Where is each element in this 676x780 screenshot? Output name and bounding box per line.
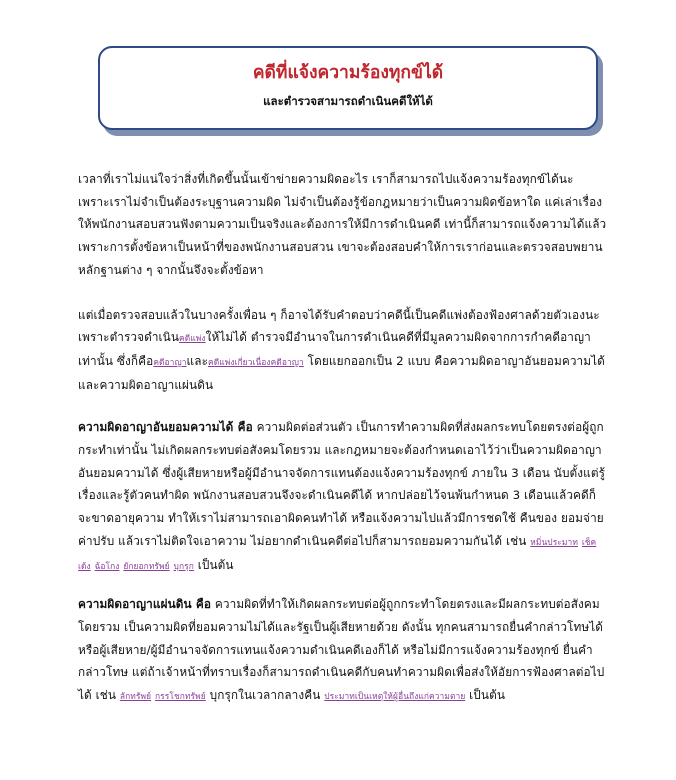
intro-paragraph: เวลาที่เราไม่แน่ใจว่าสิ่งที่เกิดขึ้นนั้นเข้าข่ายความผิดอะไร เราก็สามารถไปแจ้งความร้องทุกข์ได้นะ เพราะเราไม่จำเป็นต้องระบุฐานความผิด ไม่จำเป็นต้องรู้ข้อกฎหมายว่าเป็นความผิดข้อหาใด แค่เล่าเรื่องให้พนักงานสอบสวนฟังตามความเป็นจริงและต้องการให้มีการดำเนินคดี เท่านี้ก็สามารถแจ้งความได้แล้ว เพราะการตั้งข้อหาเป็นหน้าที่ของพนักงานสอบสวน เขาจะต้องสอบคำให้การเราก่อนและตรวจสอบพยานหลักฐานต่าง ๆ จากนั้นจึงจะตั้งข้อหา xyxy=(78,172,607,277)
compoundable-offense-heading: ความผิดอาญาอันยอมความได้ คือ xyxy=(78,420,253,435)
header-box xyxy=(98,46,598,130)
link-embezzlement[interactable]: ยักยอกทรัพย์ xyxy=(123,560,170,571)
paragraph-text: แต่เมื่อตรวจสอบแล้วในบางครั้งเพื่อน ๆ ก็อาจได้รับคำตอบว่าคดีนี้เป็นคดีแพ่งต้องฟ้องศาลด้วยตัวเองนะ เพราะตำรวจดำเนิน xyxy=(78,307,600,345)
civil-criminal-paragraph xyxy=(78,304,608,397)
compoundable-offense-paragraph xyxy=(78,416,608,577)
link-civil-case[interactable]: คดีแพ่ง xyxy=(179,333,206,344)
link-fraud[interactable]: ฉ้อโกง xyxy=(94,560,120,571)
link-theft[interactable]: ลักทรัพย์ xyxy=(119,691,152,702)
page-title: คดีที่แจ้งความร้องทุกข์ได้ xyxy=(252,63,444,83)
paragraph-text: เป็นต้น xyxy=(193,557,234,572)
link-bounced-cheque[interactable]: เช็คเด้ง xyxy=(78,536,597,571)
paragraph-text: บุกรุกในเวลากลางคืน xyxy=(205,688,325,703)
paragraph-text: ให้ไม่ได้ ตำรวจมีอำนาจในการดำเนินคดีที่มีมูลความผิดจากการกำคดีอาญาเท่านั้น ซึ่งก็คือ xyxy=(78,330,591,368)
paragraph-text: และ xyxy=(186,353,208,368)
article-body xyxy=(78,168,608,727)
paragraph-text: ความผิดต่อส่วนตัว เป็นการทำความผิดที่ส่งผลกระทบโดยตรงต่อผู้ถูกกระทำเท่านั้น ไม่เกิดผลกระทบต่อสังคมโดยรวม และกฎหมายจะต้องกำหนดเอาไว้ว่าเป็นความผิดอาญาอันยอมความได้ ซึ่งผู้เสียหายหรือผู้มีอำนาจจัดการแทนต้องแจ้งความร้องทุกข์ ภายใน 3 เดือน นับตั้งแต่รู้เรื่องและรู้ตัวคนทำผิด พนักงานสอบสวนจึงจะดำเนินคดีได้ หากปล่อยไว้จนพ้นกำหนด 3 เดือนแล้วคดีก็จะขาดอายุความ ทำให้เราไม่สามารถเอาผิดคนทำได้ หรือแจ้งความไปแล้วมีการชดใช้ คืนของ ยอมจ่ายค่าปรับ แล้วเราไม่ติดใจเอาความ ไม่อยากดำเนินคดีต่อไปก็สามารถยอมความกันได้ เช่น xyxy=(78,420,606,548)
paragraph-text: โดยแยกออกเป็น 2 แบบ คือความผิดอาญาอันยอมความได้ และความผิดอาญาแผ่นดิน xyxy=(78,353,605,392)
page-subtitle: และตำรวจสามารถดำเนินคดีให้ได้ xyxy=(263,94,433,108)
paragraph-text: ความผิดที่ทำให้เกิดผลกระทบต่อผู้ถูกกระทำโดยตรงและมีผลกระทบต่อสังคมโดยรวม เป็นความผิดที่ยอมความไม่ได้และรัฐเป็นผู้เสียหายด้วย ดังนั้น ทุกคนสามารถยื่นคำกล่าวโทษได้ หรือผู้เสียหาย/ผู้มีอำนาจจัดการแทนแจ้งความดำเนินคดีเองก็ได้ หรือไม่มีการแจ้งความร้องทุกข์ ยื่นคำกล่าวโทษ แต่ถ้าเจ้าหน้าที่ทราบเรื่องก็สามารถดำเนินคดีกับคนทำความผิดเพื่อส่งให้อัยการฟ้องศาลต่อไปได้ เช่น xyxy=(78,597,605,703)
paragraph-text: เป็นต้น xyxy=(465,688,505,703)
link-criminal-case[interactable]: คดีอาญา xyxy=(153,356,187,367)
link-negligent-death[interactable]: ประมาทเป็นเหตุให้ผู้อื่นถึงแก่ความตาย xyxy=(324,691,466,702)
link-extortion[interactable]: กรรโชกทรัพย์ xyxy=(155,691,206,702)
link-trespass[interactable]: บุกรุก xyxy=(173,560,194,571)
link-related-civil-case[interactable]: คดีแพ่งเกี่ยวเนื่องคดีอาญา xyxy=(208,356,304,367)
link-defamation[interactable]: หมิ่นประมาท xyxy=(530,536,578,547)
public-offense-paragraph xyxy=(78,593,608,708)
public-offense-heading: ความผิดอาญาแผ่นดิน คือ xyxy=(78,597,212,612)
